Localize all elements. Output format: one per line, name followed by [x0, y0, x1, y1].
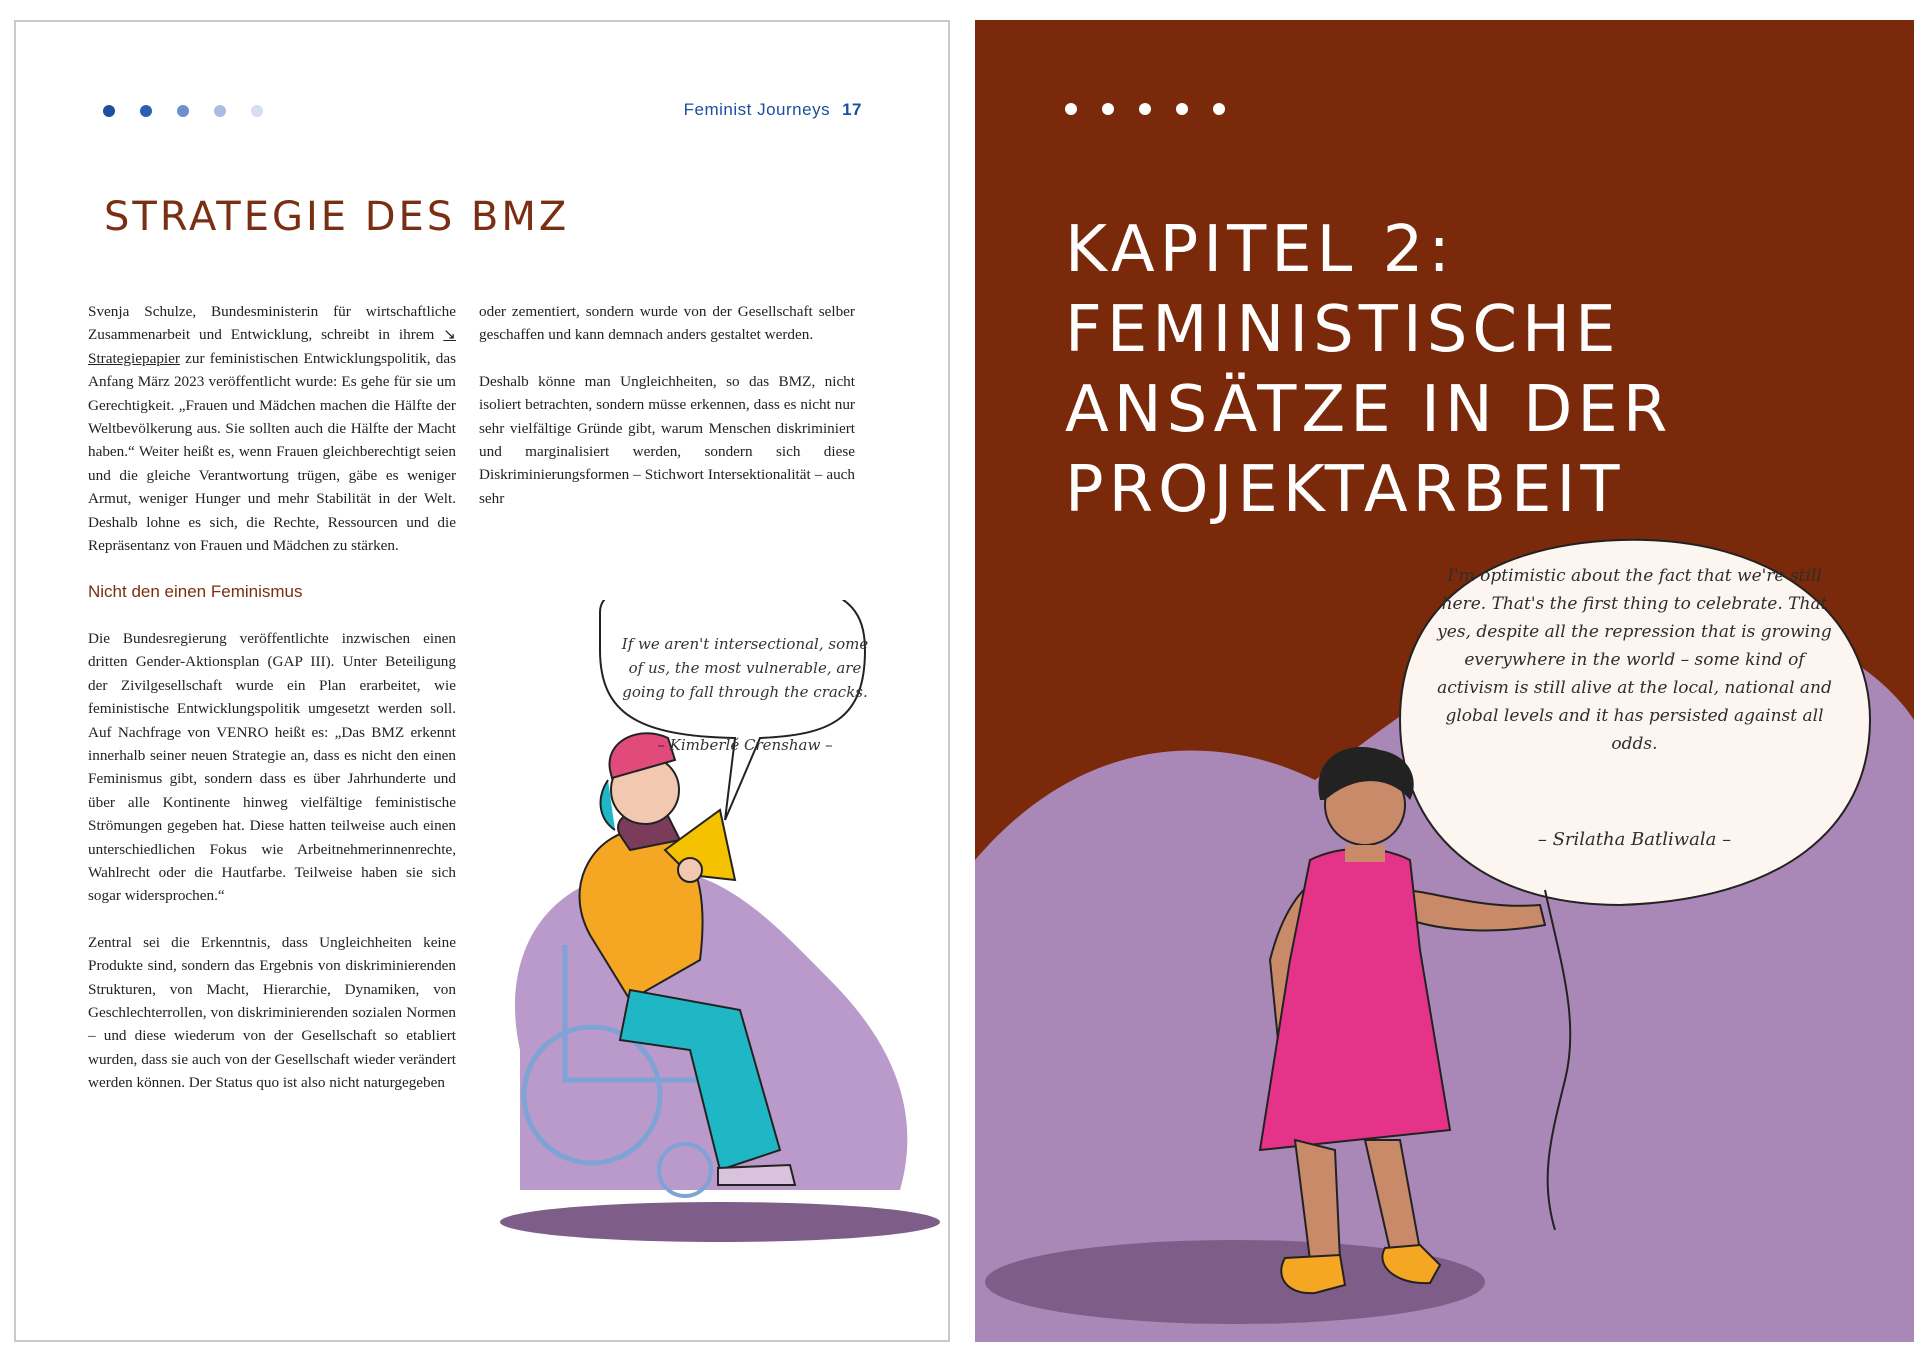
- text-column-1: [88, 300, 456, 1118]
- dot-4: [214, 105, 226, 117]
- subheading: Nicht den einen Feminismus: [88, 582, 303, 602]
- chapter-title: [1065, 210, 1672, 530]
- batliwala-quote: I'm optimistic about the fact that we're still here. That's the first thing to celebrate. That yes, despite all the repression that is growing everywhere in the world – some kind of activism is still alive at the local, national and global levels and it has persisted against all odds.: [1437, 566, 1832, 754]
- running-head: [684, 100, 862, 120]
- dot-3: [177, 105, 189, 117]
- batliwala-attribution: – Srilatha Batliwala –: [1537, 829, 1732, 850]
- paragraph-1-start: Svenja Schulze, Bundesministerin für wirtschaftliche Zusammenarbeit und Entwicklung, schreibt in ihrem: [88, 303, 456, 344]
- progress-dots: [103, 105, 263, 117]
- running-head-title: Feminist Journeys: [683, 100, 831, 119]
- paragraph-3: Zentral sei die Erkenntnis, dass Ungleichheiten keine Produkte sind, sondern das Ergebnis von diskriminierenden Strukturen, von Macht, Hierarchie, Dynamiken, von Geschlechterrollen, von diskriminierenden sozialen Normen – und diese wiederum von der Gesellschaft so etabliert wurden, dass sie auch von der Gesellschaft wieder verändert werden können. Der Status quo ist also nicht naturgegeben: [88, 933, 456, 1092]
- paragraph-continued: oder zementiert, sondern wurde von der Gesellschaft selber geschaffen und kann demnach anders gestaltet werden.: [479, 303, 855, 344]
- dot-5: [251, 105, 263, 117]
- page-title: STRATEGIE DES BMZ: [104, 194, 570, 240]
- paragraph-4: Deshalb könne man Ungleichheiten, so das BMZ, nicht isoliert betrachten, sondern müsse erkennen, dass es nicht nur sehr vielfältige Gründe gibt, warum Menschen diskriminiert und marginalisiert werden, sondern sich diese Diskriminierungsformen – Stichwort Intersektionalität – auch sehr: [479, 372, 855, 507]
- right-dot-5: [1213, 103, 1225, 115]
- right-progress-dots: [1065, 103, 1225, 115]
- chapter-title-line-4: PROJEKTARBEIT: [1065, 453, 1625, 527]
- dot-1: [103, 105, 115, 117]
- text-column-2: [479, 300, 855, 533]
- strategiepapier-link[interactable]: ↘ Strategiepapier: [88, 326, 456, 367]
- crenshaw-attribution: – Kimberlé Crenshaw –: [657, 736, 833, 754]
- paragraph-2: Die Bundesregierung veröffentlichte inzwischen einen dritten Gender-Aktionsplan (GAP III). Unter Beteiligung der Zivilgesellschaft wurde ein Plan erarbeitet, wie feministische Entwicklungspolitik umgesetzt werden soll. Auf Nachfrage von VENRO heißt es: „Das BMZ erkennt innerhalb seiner neuen Strategie an, dass es nicht den einen Feminismus gibt, sondern dass es über Jahrhunderte und über alle Kontinente hinweg vielfältige feministische Strömungen gegeben hat. Diese hatten teilweise auch einen unterschiedlichen Fokus wie Arbeitnehmerinnenrechte, Wahlrecht oder die Hautfarbe. Teilweise haben sie sich sogar widersprochen.“: [88, 629, 456, 905]
- crenshaw-quote: If we aren't intersectional, some of us, the most vulnerable, are going to fall through the cracks.: [621, 635, 869, 701]
- chapter-title-line-2: FEMINISTISCHE: [1065, 293, 1621, 367]
- paragraph-1: [88, 300, 456, 557]
- right-dot-2: [1102, 103, 1114, 115]
- page-number: 17: [842, 100, 862, 119]
- paragraph-1-end: zur feministischen Entwicklungspolitik, das Anfang März 2023 veröffentlicht wurde: Es gehe für sie um Gerechtigkeit. „Frauen und Mädchen machen die Hälfte der Weltbevölkerung aus. Sie sollten auch die Hälfte der Macht haben.“ Weiter heißt es, wenn Frauen gleichberechtigt seien und die gleiche Verantwortung trügen, gäbe es weniger Armut, weniger Hunger und mehr Stabilität in der Welt. Deshalb lohne es sich, die Rechte, Ressourcen und die Repräsentanz von Frauen und Mädchen zu stärken.: [88, 349, 456, 555]
- right-dot-4: [1176, 103, 1188, 115]
- right-dot-1: [1065, 103, 1077, 115]
- chapter-title-line-3: ANSÄTZE IN DER: [1065, 373, 1673, 447]
- chapter-title-line-1: KAPITEL 2:: [1065, 213, 1455, 287]
- dot-2: [140, 105, 152, 117]
- right-dot-3: [1139, 103, 1151, 115]
